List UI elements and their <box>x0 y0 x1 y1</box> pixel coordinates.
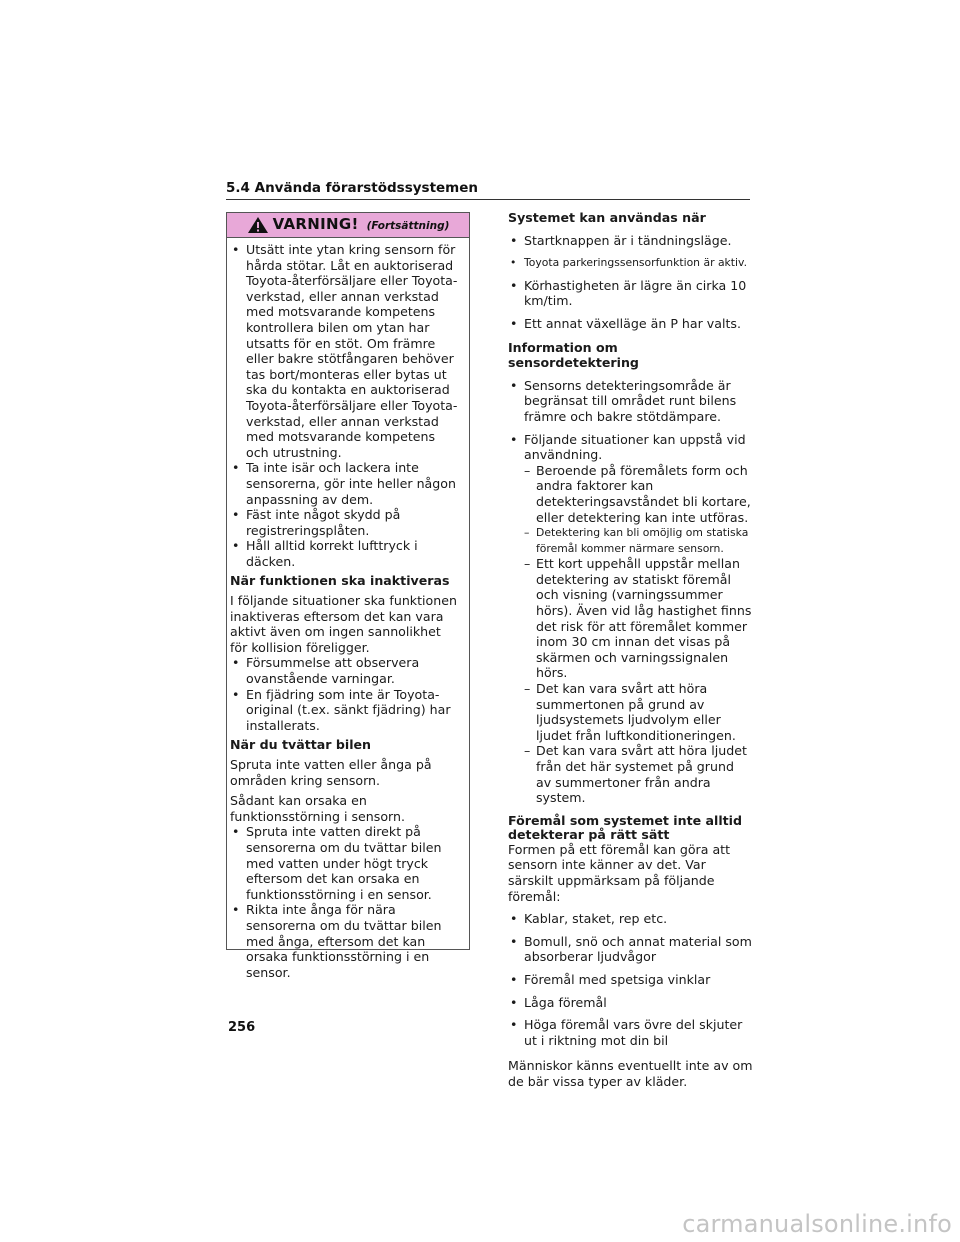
dash-item: – Ett kort uppehåll uppstår mellan detektering av statiskt föremål och visning (varningssummer hörs). Även vid låg hastighet finns det risk för att föremålet kommer inom 30 cm innan det visas på skärmen och varningssignalen hörs. <box>524 556 752 681</box>
dash-item: – Detektering kan bli omöjlig om statiska föremål kommer närmare sensorn. <box>524 526 749 555</box>
list-item: • Ett annat växelläge än P har valts. <box>510 315 741 331</box>
list-item: • Startknappen är i tändningsläge. <box>510 232 732 248</box>
paragraph: Formen på ett föremål kan göra att sensorn inte känner av det. Var särskilt uppmärksam på följande föremål: <box>508 841 731 904</box>
heading-usable: Systemet kan användas när <box>508 210 706 225</box>
dash-item: – Det kan vara svårt att höra summertonen på grund av ljudsystemets ljudvolym eller ljudet från luftkonditioneringen. <box>524 681 736 743</box>
dash-item: – Beroende på föremålets form och andra faktorer kan detekteringsavståndet bli kortare, eller detektering kan inte utföras. <box>524 462 751 525</box>
list-item: • Spruta inte vatten direkt på sensorerna om du tvättar bilen med vatten under högt tryck eftersom det kan orsaka en funktionsstörning i en sensor. <box>232 824 442 902</box>
paragraph: Sådant kan orsaka en funktionsstörning i sensorn. <box>230 793 405 824</box>
heading-inactivate: När funktionen ska inaktiveras <box>230 573 450 589</box>
list-item: • Håll alltid korrekt lufttryck i däcken. <box>232 538 418 569</box>
list-item: • Föremål med spetsiga vinklar <box>510 971 711 987</box>
list-item: • Bomull, snö och annat material som absorberar ljudvågor <box>510 933 752 965</box>
warning-box <box>226 212 470 980</box>
list-item: • Följande situationer kan uppstå vid användning. <box>510 431 746 463</box>
watermark: carmanualsonline.info <box>682 1210 952 1238</box>
warning-triangle-icon <box>247 216 269 234</box>
list-item: • Rikta inte ånga för nära sensorerna om du tvättar bilen med ånga, eftersom det kan orsaka funktionsstörning i en sensor. <box>232 902 442 980</box>
heading-objects: Föremål som systemet inte alltid detekterar på rätt sätt <box>508 812 743 842</box>
list-item: • Höga föremål vars övre del skjuter ut i riktning mot din bil <box>510 1017 743 1048</box>
list-item: • Kablar, staket, rep etc. <box>510 911 668 927</box>
warning-title: VARNING! <box>272 215 359 234</box>
paragraph: I följande situationer ska funktionen inaktiveras eftersom det kan vara aktivt även om ingen sannolikhet för kollision föreligger. <box>230 593 457 655</box>
list-item: • Försummelse att observera ovanstående varningar. <box>232 655 420 687</box>
page-number: 256 <box>228 1020 256 1035</box>
warning-header <box>227 213 469 238</box>
paragraph: Människor känns eventuellt inte av om de bär vissa typer av kläder. <box>508 1058 753 1089</box>
list-item: • En fjädring som inte är Toyota-original (t.ex. sänkt fjädring) har installerats. <box>232 686 451 733</box>
list-item: • Utsätt inte ytan kring sensorn för hårda stötar. Låt en auktoriserad Toyota-återförsäljare eller Toyota-verkstad, eller annan verkstad med motsvarande kompetens kontrollera bilen om ytan har utsatts för en stöt. Om främre eller bakre stötfångaren behöver tas bort/monteras eller bytas ut ska du kontakta en auktoriserad Toyota-återförsäljare eller Toyota-verkstad, eller annan verkstad med motsvarande kompetens och utrustning. <box>232 242 458 460</box>
list-item: • Toyota parkeringssensorfunktion är aktiv. <box>510 256 748 270</box>
section-title: 5.4 Använda förarstödssystemen <box>226 180 750 200</box>
list-item: • Fäst inte något skydd på registreringsplåten. <box>232 507 401 538</box>
list-item: • Sensorns detekteringsområde är begränsat till området runt bilens främre och bakre stötdämpare. <box>510 377 737 424</box>
heading-info: Information om sensordetektering <box>508 339 639 371</box>
list-item: • Låga föremål <box>510 994 607 1010</box>
heading-wash: När du tvättar bilen <box>230 737 372 753</box>
warning-continued: (Fortsättning) <box>366 219 450 232</box>
dash-item: – Det kan vara svårt att höra ljudet från det här systemet på grund av summertoner från andra system. <box>524 743 747 806</box>
paragraph: Spruta inte vatten eller ånga på områden kring sensorn. <box>230 757 432 788</box>
list-item: • Körhastigheten är lägre än cirka 10 km/tim. <box>510 277 747 309</box>
list-item: • Ta inte isär och lackera inte sensorerna, gör inte heller någon anpassning av dem. <box>232 460 456 507</box>
right-column <box>508 210 753 1090</box>
